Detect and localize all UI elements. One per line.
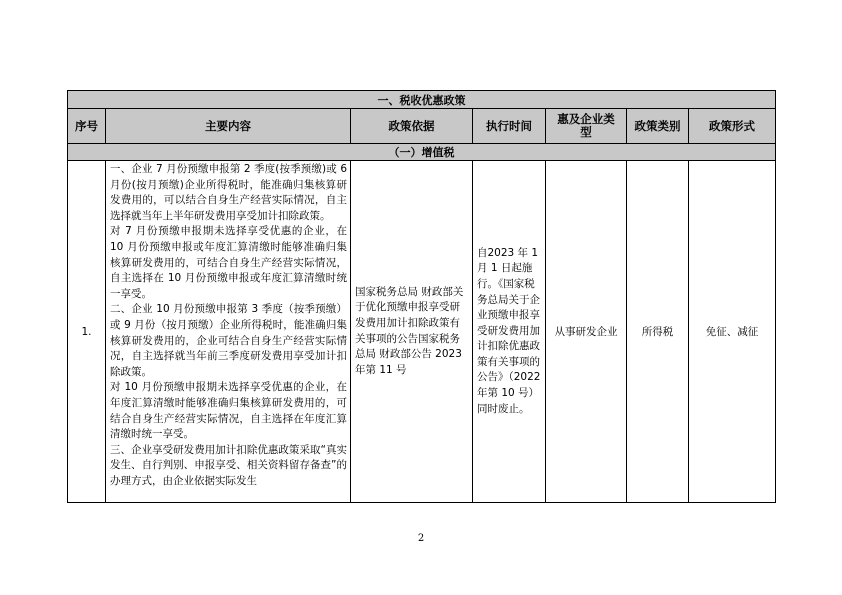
header-row <box>68 109 776 144</box>
row-content <box>106 161 351 503</box>
header-no: 序号 <box>68 109 106 144</box>
content-paragraph: 对 10 月份预缴申报期未选择享受优惠的企业，在年度汇算清缴时能够准确归集核算研发费用的，可结合自身生产经营实际情况，自主选择在年度汇算清缴时统一享受。 <box>110 381 347 441</box>
content-paragraph: 二、企业 10 月份预缴申报第 3 季度（按季预缴）或 9 月份（按月预缴）企业所得税时，能准确归集核算研发费用的，企业可结合自身生产经营实际情况，自主选择就当年前三季度研发费用享受加计扣除政策。 <box>110 303 347 378</box>
section-title-row <box>68 91 776 109</box>
header-enterprise-type: 惠及企业类型 <box>546 109 627 144</box>
header-time: 执行时间 <box>473 109 546 144</box>
subsection-title-row <box>68 144 776 161</box>
execution-time-text: 自2023 年 1 月 1 日起施行。《国家税务总局关于企业预缴申报享受研发费用加计扣除优惠政策有关事项的公告》（2022 年第 10 号）同时废止。 <box>477 246 541 415</box>
header-category: 政策类别 <box>627 109 689 144</box>
page-number: 2 <box>417 533 425 544</box>
content-paragraph: 对 7 月份预缴申报期未选择享受优惠的企业，在 10 月份预缴申报或年度汇算清缴时能够准确归集核算研发费用的，可结合自身生产经营实际情况，自主选择在 10 月份预缴申报或年度汇算清缴时统一享受。 <box>110 225 347 300</box>
row-number: 1. <box>68 161 106 503</box>
row-enterprise-type: 从事研发企业 <box>546 161 627 503</box>
row-policy-basis <box>351 161 473 503</box>
section-title: 一、税收优惠政策 <box>68 91 776 109</box>
policy-table <box>67 90 776 503</box>
table-row <box>68 161 776 503</box>
header-content: 主要内容 <box>106 109 351 144</box>
row-policy-form: 免征、减征 <box>689 161 776 503</box>
content-paragraph: 一、企业 7 月份预缴申报第 2 季度(按季预缴)或 6 月份(按月预缴)企业所得税时，能准确归集核算研发费用的，可以结合自身生产经营实际情况，自主选择就当年上半年研发费用享受加计扣除政策。 <box>110 163 347 222</box>
subsection-title: （一）增值税 <box>68 144 776 161</box>
policy-basis-text: 国家税务总局 财政部关于优化预缴申报享受研发费用加计扣除政策有关事项的公告国家税务总局 财政部公告 2023 年第 11 号 <box>355 285 464 376</box>
row-policy-category: 所得税 <box>627 161 689 503</box>
header-basis: 政策依据 <box>351 109 473 144</box>
row-execution-time <box>473 161 546 503</box>
content-paragraph: 三、企业享受研发费用加计扣除优惠政策采取“真实发生、自行判别、申报享受、相关资料留存备查”的办理方式，由企业依据实际发生 <box>110 443 347 487</box>
header-form: 政策形式 <box>689 109 776 144</box>
